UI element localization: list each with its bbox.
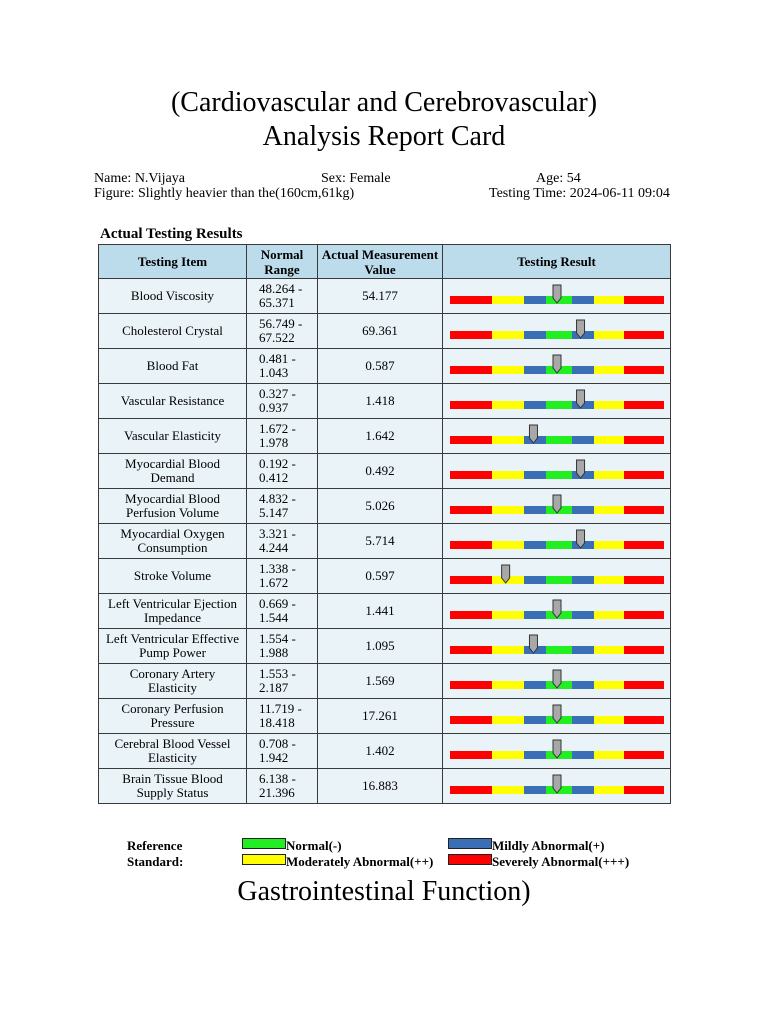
normal-range (247, 489, 318, 524)
scale-segment-moderate (492, 506, 524, 514)
table-row (99, 349, 671, 384)
testing-item (99, 384, 247, 419)
scale-segment-severe (624, 576, 664, 584)
testing-item-label: Cholesterol Crystal (122, 323, 223, 338)
result-marker-icon (553, 495, 561, 513)
results-table (98, 244, 671, 804)
testing-item (99, 349, 247, 384)
normal-range (247, 314, 318, 349)
scale-segment-mild (524, 331, 546, 339)
result-marker-icon (553, 775, 561, 793)
scale-segment-severe (450, 541, 492, 549)
footer-title: Gastrointestinal Function) (237, 876, 531, 907)
result-marker-icon (576, 460, 584, 478)
report-title-line2: Analysis Report Card (262, 121, 506, 152)
scale-segment-severe (624, 331, 664, 339)
scale-segment-moderate (492, 611, 524, 619)
measurement-value: 1.418 (318, 384, 443, 419)
scale-segment-mild (524, 681, 546, 689)
scale-segment-normal (546, 471, 572, 479)
measurement-value: 1.441 (318, 594, 443, 629)
scale-segment-severe (450, 611, 492, 619)
scale-segment-severe (450, 471, 492, 479)
range-low: 1.553 - (259, 666, 296, 681)
normal-range (247, 349, 318, 384)
scale-segment-mild (524, 541, 546, 549)
testing-result (443, 384, 671, 419)
testing-item-line1: Myocardial Blood (125, 456, 220, 471)
result-marker-icon (553, 285, 561, 303)
column-header-value: Actual Measurement Value (318, 245, 443, 279)
table-row (99, 454, 671, 489)
range-high: 1.988 (259, 645, 289, 660)
scale-segment-mild (524, 366, 546, 374)
measurement-value: 0.587 (318, 349, 443, 384)
scale-segment-severe (450, 751, 492, 759)
scale-segment-severe (450, 401, 492, 409)
scale-segment-normal (546, 436, 572, 444)
scale-segment-mild (572, 296, 594, 304)
column-header-result: Testing Result (443, 245, 671, 279)
scale-segment-moderate (594, 541, 624, 549)
legend-severe: Severely Abnormal(+++) (492, 854, 630, 869)
scale-segment-moderate (594, 646, 624, 654)
scale-segment-moderate (492, 681, 524, 689)
scale-segment-severe (624, 506, 664, 514)
scale-segment-severe (624, 436, 664, 444)
report-title (0, 86, 768, 154)
range-low: 0.669 - (259, 596, 296, 611)
result-scale (450, 699, 664, 733)
table-row (99, 629, 671, 664)
result-scale (450, 349, 664, 383)
result-marker-icon (553, 355, 561, 373)
result-scale (450, 594, 664, 628)
result-scale (450, 664, 664, 698)
testing-item-line2: Perfusion Volume (125, 505, 220, 520)
testing-item-line1: Left Ventricular Ejection (108, 596, 237, 611)
scale-segment-severe (624, 401, 664, 409)
legend-normal: Normal(-) (286, 838, 342, 853)
result-marker-icon (576, 320, 584, 338)
measurement-value: 1.642 (318, 419, 443, 454)
testing-item (99, 769, 247, 804)
testing-item-line2: Supply Status (136, 785, 209, 800)
patient-age: Age: 54 (536, 171, 581, 186)
result-marker-icon (529, 635, 537, 653)
testing-result (443, 559, 671, 594)
scale-segment-mild (572, 366, 594, 374)
testing-item-label: Vascular Elasticity (123, 428, 222, 443)
measurement-value: 5.714 (318, 524, 443, 559)
range-high: 1.978 (259, 435, 289, 450)
legend-label (127, 838, 183, 870)
scale-segment-moderate (492, 401, 524, 409)
testing-item-label: Stroke Volume (133, 568, 212, 583)
range-low: 0.192 - (259, 456, 296, 471)
legend-mild: Mildly Abnormal(+) (492, 838, 605, 853)
legend-swatch-moderate (242, 854, 286, 865)
table-row (99, 489, 671, 524)
testing-item (99, 734, 247, 769)
measurement-value: 16.883 (318, 769, 443, 804)
testing-item (99, 699, 247, 734)
testing-result (443, 419, 671, 454)
range-low: 1.672 - (259, 421, 296, 436)
testing-result (443, 524, 671, 559)
scale-segment-severe (624, 366, 664, 374)
scale-segment-mild (524, 296, 546, 304)
scale-segment-moderate (492, 716, 524, 724)
result-scale (450, 734, 664, 768)
range-low: 1.338 - (259, 561, 296, 576)
scale-segment-severe (624, 751, 664, 759)
scale-segment-mild (524, 716, 546, 724)
patient-name: Name: N.Vijaya (94, 171, 185, 186)
scale-segment-moderate (594, 471, 624, 479)
testing-item (99, 594, 247, 629)
result-marker-icon (553, 740, 561, 758)
scale-segment-severe (450, 331, 492, 339)
testing-item-label: Blood Fat (146, 358, 199, 373)
testing-item-line2: Consumption (137, 540, 208, 555)
result-scale (450, 419, 664, 453)
scale-segment-moderate (492, 331, 524, 339)
scale-segment-severe (450, 436, 492, 444)
scale-segment-severe (624, 786, 664, 794)
section-title: Actual Testing Results (100, 226, 243, 242)
legend-moderate: Moderately Abnormal(++) (286, 854, 434, 869)
range-high: 4.244 (259, 540, 289, 555)
result-scale (450, 559, 664, 593)
legend-label-line1: Reference (127, 838, 183, 853)
scale-segment-moderate (594, 751, 624, 759)
testing-item (99, 419, 247, 454)
result-scale (450, 314, 664, 348)
result-marker-icon (501, 565, 509, 583)
result-scale (450, 489, 664, 523)
scale-segment-moderate (594, 611, 624, 619)
testing-result (443, 699, 671, 734)
testing-item (99, 664, 247, 699)
scale-segment-severe (450, 681, 492, 689)
scale-segment-moderate (492, 786, 524, 794)
range-high: 1.544 (259, 610, 289, 625)
scale-segment-severe (624, 681, 664, 689)
patient-figure: Figure: Slightly heavier than the(160cm,61kg) (94, 186, 355, 201)
scale-segment-moderate (492, 471, 524, 479)
testing-item-line2: Pump Power (139, 645, 206, 660)
testing-item-line1: Coronary Artery (129, 666, 216, 681)
range-high: 0.412 (259, 470, 289, 485)
result-marker-icon (576, 530, 584, 548)
range-low: 0.481 - (259, 351, 296, 366)
range-low: 11.719 - (259, 701, 302, 716)
result-scale (450, 454, 664, 488)
testing-item-label: Blood Viscosity (130, 288, 215, 303)
measurement-value: 0.597 (318, 559, 443, 594)
table-row (99, 594, 671, 629)
scale-segment-severe (624, 471, 664, 479)
testing-item-label: Vascular Resistance (120, 393, 225, 408)
normal-range (247, 629, 318, 664)
range-low: 1.554 - (259, 631, 296, 646)
result-scale (450, 769, 664, 803)
testing-result (443, 629, 671, 664)
scale-segment-severe (450, 366, 492, 374)
testing-item (99, 314, 247, 349)
testing-result (443, 769, 671, 804)
table-row (99, 769, 671, 804)
scale-segment-severe (624, 296, 664, 304)
table-row (99, 384, 671, 419)
scale-segment-severe (624, 541, 664, 549)
scale-segment-mild (524, 611, 546, 619)
scale-segment-severe (624, 716, 664, 724)
measurement-value: 17.261 (318, 699, 443, 734)
column-header-item: Testing Item (99, 245, 247, 279)
report-title-line1: (Cardiovascular and Cerebrovascular) (170, 87, 598, 118)
table-row (99, 559, 671, 594)
testing-item-line1: Brain Tissue Blood (122, 771, 223, 786)
normal-range (247, 454, 318, 489)
testing-item-line1: Myocardial Blood (125, 491, 220, 506)
testing-result (443, 734, 671, 769)
table-row (99, 699, 671, 734)
result-marker-icon (576, 390, 584, 408)
normal-range (247, 769, 318, 804)
range-low: 3.321 - (259, 526, 296, 541)
scale-segment-moderate (492, 541, 524, 549)
result-marker-icon (553, 670, 561, 688)
testing-result (443, 279, 671, 314)
table-row (99, 314, 671, 349)
scale-segment-severe (450, 786, 492, 794)
range-low: 48.264 - (259, 281, 303, 296)
scale-segment-moderate (594, 506, 624, 514)
normal-range (247, 419, 318, 454)
measurement-value: 1.569 (318, 664, 443, 699)
table-row (99, 279, 671, 314)
scale-segment-severe (450, 576, 492, 584)
scale-segment-mild (572, 786, 594, 794)
range-low: 6.138 - (259, 771, 296, 786)
result-scale (450, 279, 664, 313)
scale-segment-moderate (594, 331, 624, 339)
range-high: 1.942 (259, 750, 289, 765)
measurement-value: 0.492 (318, 454, 443, 489)
scale-segment-moderate (492, 646, 524, 654)
legend-swatch-severe (448, 854, 492, 865)
range-high: 21.396 (259, 785, 295, 800)
range-low: 0.708 - (259, 736, 296, 751)
normal-range (247, 594, 318, 629)
normal-range (247, 279, 318, 314)
scale-segment-severe (450, 506, 492, 514)
testing-item (99, 524, 247, 559)
range-high: 18.418 (259, 715, 295, 730)
testing-item (99, 279, 247, 314)
scale-segment-mild (524, 471, 546, 479)
measurement-value: 69.361 (318, 314, 443, 349)
scale-segment-normal (546, 576, 572, 584)
result-scale (450, 629, 664, 663)
table-header-row (99, 245, 671, 279)
range-low: 0.327 - (259, 386, 296, 401)
range-high: 1.672 (259, 575, 289, 590)
patient-sex: Sex: Female (321, 171, 391, 186)
measurement-value: 1.095 (318, 629, 443, 664)
range-high: 1.043 (259, 365, 289, 380)
normal-range (247, 559, 318, 594)
legend-swatch-normal (242, 838, 286, 849)
table-row (99, 664, 671, 699)
testing-item-line1: Coronary Perfusion (121, 701, 224, 716)
range-high: 67.522 (259, 330, 295, 345)
scale-segment-moderate (594, 401, 624, 409)
result-scale (450, 384, 664, 418)
scale-segment-mild (572, 506, 594, 514)
normal-range (247, 384, 318, 419)
scale-segment-moderate (594, 681, 624, 689)
scale-segment-moderate (492, 296, 524, 304)
testing-item-line1: Myocardial Oxygen (120, 526, 225, 541)
scale-segment-moderate (492, 366, 524, 374)
normal-range (247, 524, 318, 559)
result-scale (450, 524, 664, 558)
scale-segment-mild (572, 646, 594, 654)
normal-range (247, 664, 318, 699)
testing-item (99, 629, 247, 664)
scale-segment-mild (572, 611, 594, 619)
normal-range (247, 699, 318, 734)
testing-item-line2: Impedance (143, 610, 202, 625)
testing-result (443, 664, 671, 699)
scale-segment-normal (546, 646, 572, 654)
testing-result (443, 594, 671, 629)
measurement-value: 5.026 (318, 489, 443, 524)
scale-segment-severe (624, 611, 664, 619)
measurement-value: 1.402 (318, 734, 443, 769)
range-high: 2.187 (259, 680, 289, 695)
scale-segment-normal (546, 331, 572, 339)
scale-segment-moderate (492, 751, 524, 759)
scale-segment-severe (624, 646, 664, 654)
scale-segment-moderate (594, 716, 624, 724)
table-row (99, 524, 671, 559)
measurement-value: 54.177 (318, 279, 443, 314)
results-body (99, 279, 671, 804)
testing-item (99, 454, 247, 489)
result-marker-icon (529, 425, 537, 443)
testing-item-line2: Elasticity (147, 750, 198, 765)
scale-segment-severe (450, 296, 492, 304)
testing-item-line2: Pressure (150, 715, 195, 730)
table-row (99, 419, 671, 454)
table-row (99, 734, 671, 769)
testing-item-line1: Left Ventricular Effective (105, 631, 240, 646)
scale-segment-mild (524, 751, 546, 759)
testing-time: Testing Time: 2024-06-11 09:04 (489, 186, 670, 201)
testing-item-line2: Elasticity (147, 680, 198, 695)
legend-label-line2: Standard: (127, 854, 184, 869)
scale-segment-mild (572, 716, 594, 724)
scale-segment-severe (450, 646, 492, 654)
testing-item (99, 559, 247, 594)
scale-segment-moderate (594, 366, 624, 374)
scale-segment-normal (546, 401, 572, 409)
testing-result (443, 454, 671, 489)
column-header-range: Normal Range (247, 245, 318, 279)
scale-segment-mild (524, 786, 546, 794)
testing-result (443, 489, 671, 524)
scale-segment-normal (546, 541, 572, 549)
scale-segment-mild (524, 506, 546, 514)
range-low: 56.749 - (259, 316, 303, 331)
scale-segment-mild (572, 436, 594, 444)
scale-segment-moderate (594, 576, 624, 584)
result-marker-icon (553, 705, 561, 723)
scale-segment-mild (524, 576, 546, 584)
scale-segment-severe (450, 716, 492, 724)
testing-item-line1: Cerebral Blood Vessel (114, 736, 231, 751)
scale-segment-moderate (594, 436, 624, 444)
testing-result (443, 314, 671, 349)
normal-range (247, 734, 318, 769)
range-low: 4.832 - (259, 491, 296, 506)
range-high: 5.147 (259, 505, 289, 520)
scale-segment-moderate (492, 436, 524, 444)
range-high: 0.937 (259, 400, 289, 415)
scale-segment-mild (572, 681, 594, 689)
scale-segment-moderate (594, 296, 624, 304)
testing-item (99, 489, 247, 524)
scale-segment-mild (572, 751, 594, 759)
legend-swatch-mild (448, 838, 492, 849)
scale-segment-mild (572, 576, 594, 584)
testing-item-line2: Demand (150, 470, 195, 485)
range-high: 65.371 (259, 295, 295, 310)
scale-segment-mild (524, 401, 546, 409)
result-marker-icon (553, 600, 561, 618)
scale-segment-moderate (594, 786, 624, 794)
testing-result (443, 349, 671, 384)
